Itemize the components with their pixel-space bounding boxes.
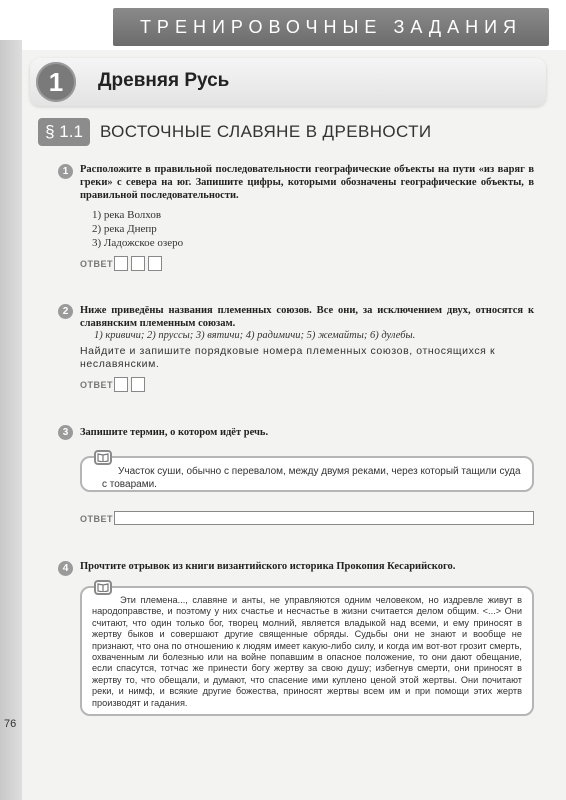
- answer-cell[interactable]: [114, 377, 128, 392]
- answer-cell[interactable]: [131, 256, 145, 271]
- chapter-number: 1: [36, 62, 76, 102]
- option-item: 2) река Днепр: [92, 223, 157, 235]
- task-number: 2: [58, 304, 73, 319]
- task-prompt: Прочтите отрывок из книги византийского историка Прокопия Кесарийского.: [80, 561, 456, 572]
- term-definition: Участок суши, обычно с перевалом, между двумя реками, через который тащили суда с товарами.: [102, 466, 521, 490]
- source-excerpt: Эти племена..., славяне и анты, не управляются одним человеком, но издревле живут в народоправстве, и поэтому у них счастье и несчастье в жизни считается делом общим. <...> Они считают, что один только бог, творец молний, является владыкой над всеми, и ему приносят в жертву быков и совершают другие священные обряды. Судьбы они не знают и вообще не признают, что она по отношению к людям имеет какую-либо силу, и когда им вот-вот грозит смерть, охваченным ли болезнью или на войне попавшим в опасное положение, то они дают обещание, если спасутся, тотчас же принести богу жертву за свою душу; избегнув смерти, они приносят в жертву то, что обещали, и думают, что спасение ими куплено ценой этой жертвы. Они почитают реки, и нимф, и всякие другие божества, приносят жертвы всем им и при помощи этих жертв производят и гадания.: [92, 595, 522, 708]
- task-prompt: Расположите в правильной последовательности географические объекты на пути «из варяг в греки» с севера на юг. Запишите цифры, которыми обозначены географические объекты, в правильной последовательности.: [80, 164, 534, 201]
- task-prompt: Ниже приведёны названия племенных союзов. Все они, за исключением двух, относятся к славянским племенным союзам.: [80, 305, 534, 329]
- answer-cell[interactable]: [131, 377, 145, 392]
- book-icon: [94, 450, 112, 465]
- section-badge: § 1.1: [38, 118, 90, 146]
- source-excerpt-box: [80, 586, 534, 716]
- term-definition-box: [80, 456, 534, 492]
- answer-cell[interactable]: [148, 256, 162, 271]
- option-item: 3) Ладожское озеро: [92, 237, 184, 249]
- header-title: ТРЕНИРОВОЧНЫЕ ЗАДАНИЯ: [113, 8, 549, 46]
- answer-field[interactable]: [114, 511, 534, 525]
- task-prompt: Запишите термин, о котором идёт речь.: [80, 427, 269, 438]
- chapter-title: Древняя Русь: [98, 70, 230, 91]
- answer-label: ОТВЕТ: [80, 259, 113, 269]
- section-title: ВОСТОЧНЫЕ СЛАВЯНЕ В ДРЕВНОСТИ: [100, 122, 432, 141]
- answer-label: ОТВЕТ: [80, 380, 113, 390]
- left-margin-strip: [0, 40, 22, 800]
- book-icon: [94, 580, 112, 595]
- answer-label: ОТВЕТ: [80, 514, 113, 524]
- task-number: 1: [58, 164, 73, 179]
- option-item: 1) река Волхов: [92, 209, 162, 221]
- task-instruction: Найдите и запишите порядковые номера племенных союзов, относящихся к неславянским.: [80, 345, 496, 370]
- answer-cell[interactable]: [114, 256, 128, 271]
- task-number: 4: [58, 561, 73, 576]
- task-number: 3: [58, 425, 73, 440]
- tribe-list: 1) кривичи; 2) пруссы; 3) вятичи; 4) радимичи; 5) жемайты; 6) дулебы.: [94, 330, 416, 341]
- page-number: 76: [4, 718, 17, 730]
